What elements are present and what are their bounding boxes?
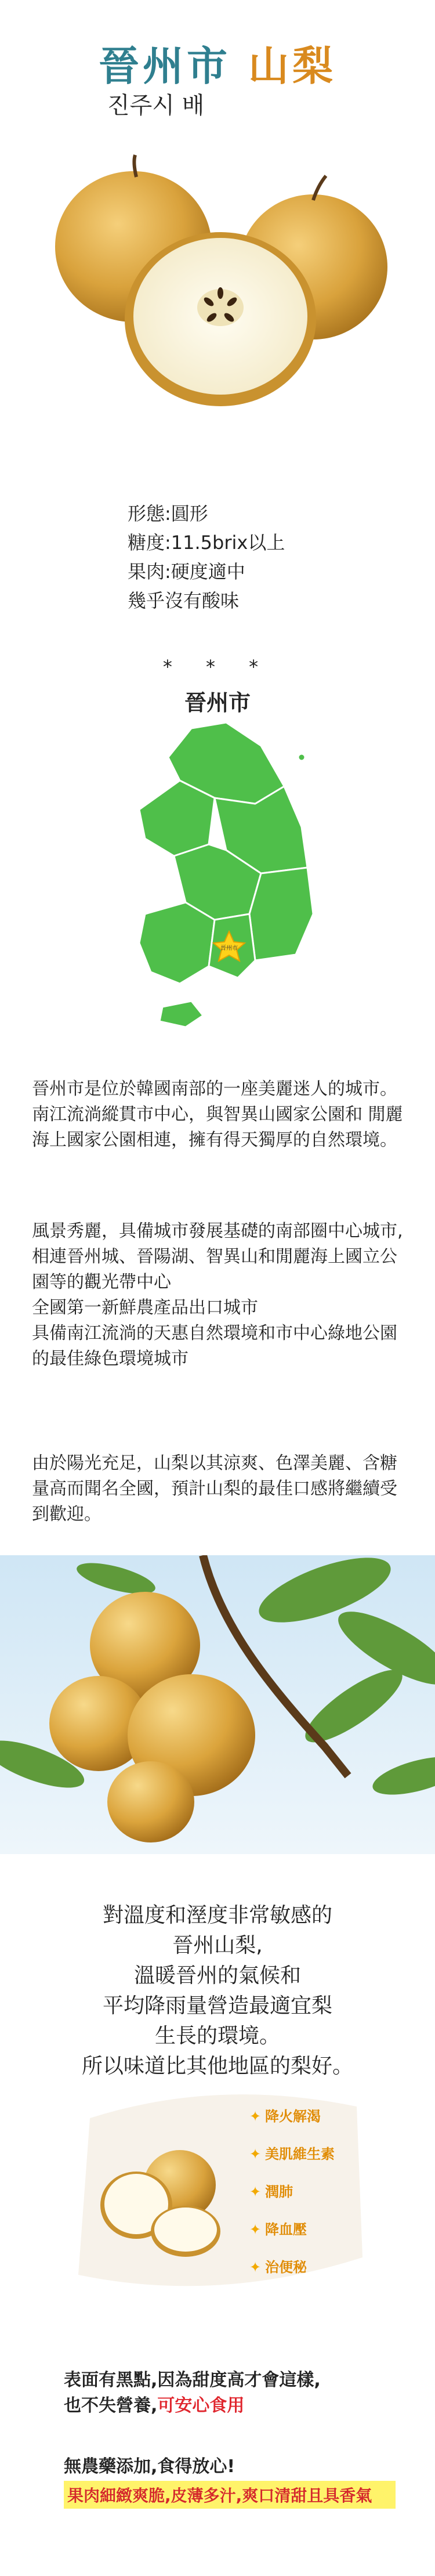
climate-line: 平均降雨量營造最適宜梨 xyxy=(102,1994,332,2018)
benefit-1: 降火解渴 xyxy=(265,2108,321,2125)
title-accent: 山梨 xyxy=(248,42,336,90)
benefit-4: 降血壓 xyxy=(265,2221,307,2238)
pears-image xyxy=(52,154,389,415)
note-line-2 xyxy=(64,2393,321,2419)
map-region-southwest xyxy=(139,902,215,984)
property-flesh: 果肉:硬度適中 xyxy=(128,561,245,583)
note-line-1: 表面有黑點,因為甜度高才會這樣, xyxy=(64,2370,321,2390)
map-region-southeast xyxy=(249,868,313,960)
star-icon: ✦ xyxy=(249,2146,262,2162)
climate-line: 溫暖晉州的氣候和 xyxy=(133,1964,301,1988)
climate-line: 晉州山梨, xyxy=(172,1934,263,1957)
climate-line: 生長的環境。 xyxy=(154,2024,280,2048)
benefit-2: 美肌維生素 xyxy=(265,2146,335,2162)
divider-stars: * * * xyxy=(162,656,273,678)
property-shape: 形態:圓形 xyxy=(128,503,208,525)
note-highlight: 果肉細緻爽脆,皮薄多汁,爽口清甜且具香氣 xyxy=(64,2481,396,2509)
description-para-1: 晉州市是位於韓國南部的一座美麗迷人的城市。南江流淌縱貫市中心，與智異山國家公園和 閒麗海上國家公園相連，擁有得天獨厚的自然環境。 xyxy=(32,1079,403,1150)
star-icon: ✦ xyxy=(249,2259,262,2275)
benefits-card xyxy=(67,2083,368,2298)
note-surface xyxy=(64,2368,321,2419)
pear-properties xyxy=(128,499,285,615)
korean-subtitle: 진주시 배 xyxy=(107,92,205,119)
star-icon: ✦ xyxy=(249,2221,262,2238)
description-line: 風景秀麗，具備城市發展基礎的南部圈中心城市,相連晉州城、晉陽湖、智異山和閒麗海上國立公園等的觀光帶中心 xyxy=(32,1221,403,1292)
description-para-2 xyxy=(32,1219,409,1372)
page-title xyxy=(0,34,435,92)
orchard-photo xyxy=(0,1555,435,1854)
star-icon: ✦ xyxy=(249,2184,262,2200)
title-main: 晉州市 xyxy=(99,42,231,90)
note-line-2-prefix: 也不失營養, xyxy=(64,2396,158,2416)
benefit-5: 治便秘 xyxy=(265,2259,307,2275)
pear-half xyxy=(125,232,316,406)
map-island xyxy=(160,1001,203,1027)
map-island-small xyxy=(298,754,305,761)
korea-map xyxy=(128,722,336,1047)
note-line-2-highlight: 可安心食用 xyxy=(157,2396,245,2416)
climate-statement xyxy=(0,1901,435,2082)
benefit-3: 潤肺 xyxy=(265,2184,293,2200)
region-title: 晉州市 xyxy=(184,690,251,716)
climate-line: 對溫度和溼度非常敏感的 xyxy=(102,1903,332,1927)
property-sugar: 糖度:11.5brix以上 xyxy=(128,532,285,554)
description-para-3: 由於陽光充足，山梨以其涼爽、色澤美麗、含糖量高而聞名全國，預計山梨的最佳口感將繼續受到歡迎。 xyxy=(32,1453,397,1524)
map-region-west xyxy=(139,781,215,856)
climate-line: 所以味道比其他地區的梨好。 xyxy=(81,2054,353,2078)
description-line: 具備南江流淌的天惠自然環境和市中心綠地公園的最佳綠色環境城市 xyxy=(32,1323,397,1369)
property-acidity: 幾乎沒有酸味 xyxy=(128,590,240,612)
description-line: 全國第一新鮮農產品出口城市 xyxy=(32,1298,258,1318)
note-no-pesticide: 無農藥添加,食得放心! xyxy=(64,2456,235,2477)
jinju-marker-label: 晉州市 xyxy=(220,945,238,952)
star-icon: ✦ xyxy=(249,2108,262,2125)
